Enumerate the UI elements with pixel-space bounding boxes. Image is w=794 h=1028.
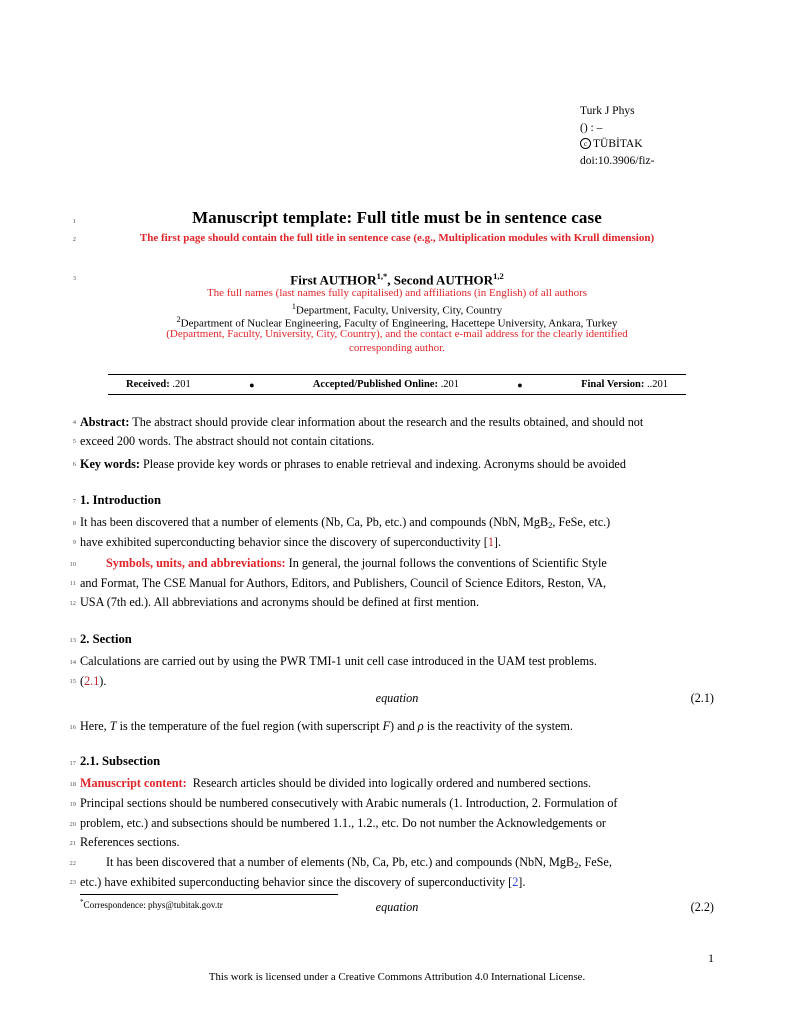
affiliation-1-text: Department, Faculty, University, City, Country [295,304,503,317]
author-name-first: First AUTHOR [290,272,377,288]
symbols-paragraph-line-2: and Format, The CSE Manual for Authors, Editors, and Publishers, Council of Science Editors, Reston, VA, [80,576,607,590]
manuscript-content-line-2: Principal sections should be numbered consecutively with Arabic numerals (1. Introduction, 2. Formulation of [80,796,618,810]
journal-name: Turk J Phys [580,105,635,117]
author-name-second: Second AUTHOR [393,272,494,288]
publication-dates-bar [108,374,686,395]
line-number: 19 [69,801,76,808]
author-affil-marker: 1,* [376,271,388,281]
dates-separator: ● [249,379,255,390]
equation-block-1 [80,691,714,706]
title-instruction-note: The first page should contain the full title in sentence case (e.g., Multiplication modules with Krull dimension) [139,232,655,244]
intro-paragraph-line-1 [80,515,714,530]
paragraph-indent [80,855,106,869]
footnote-rule [80,894,338,895]
repeat-text-c: etc.) have exhibited superconducting behavior since the discovery of superconductivity [ [80,875,513,889]
received-value: .201 [172,379,191,390]
citation-link-1[interactable]: 1 [487,535,494,549]
subscript-2: 2 [574,860,579,870]
intro-text-a: It has been discovered that a number of elements (Nb, Ca, Pb, etc.) and compounds (NbN, MgB [80,515,549,529]
line-number: 2 [72,236,76,243]
citation-link-2[interactable]: 2 [512,875,519,889]
line-number: 17 [69,760,76,767]
footnote-marker: * [80,898,84,906]
accepted-date [313,379,459,390]
line-number: 5 [72,438,76,445]
author-list: First $AUTHOR^{1,*}$, Second AUTHOR$^{1,2}$ [290,271,504,288]
repeat-paragraph-line-1 [80,855,714,870]
repeat-text-b: , FeSe, [578,855,612,869]
after-eq-a: Here, [80,719,110,733]
line-number: 23 [69,879,76,886]
author-instruction-note: The full names (last names fully capitalised) and affiliations (in English) of all authors [206,287,588,299]
page-number: 1 [708,951,714,965]
repeat-text-a: It has been discovered that a number of elements (Nb, Ca, Pb, etc.) and compounds (NbN, MgB [106,855,575,869]
repeat-paragraph-line-2 [80,875,714,890]
dates-rule-bottom [108,394,686,395]
equation-1-number: (2.1) [690,691,714,705]
intro-paragraph-line-2 [80,535,714,550]
accepted-label: Accepted/Published Online: [312,379,438,390]
page-title: Manuscript template: Full title must be in sentence case [192,208,602,227]
paragraph-indent [80,556,106,570]
footnote-text: Correspondence: phys@tubitak.gov.tr [83,900,223,911]
accepted-value: .201 [440,379,459,390]
intro-text-b: , FeSe, etc.) [552,515,611,529]
line-number: 8 [72,520,76,527]
final-value: ..201 [647,379,668,390]
section-heading-2: 2. Section [80,632,132,646]
line-number: 15 [69,678,76,685]
line-number: 16 [69,724,76,731]
copyright-icon: c [580,138,591,149]
equation-reference-link[interactable]: 2.1 [84,674,100,688]
subsection-heading-2-1: 2.1. Subsection [80,754,161,768]
line-number: 10 [69,561,76,568]
equation-2-body: equation [375,900,419,914]
line-number: 6 [72,461,76,468]
affiliation-2-text: Department of Nuclear Engineering, Faculty of Engineering, Hacettepe University, Ankara, Turkey [180,317,618,330]
line-number: 7 [72,498,76,505]
keywords-label: Key words: [80,457,140,471]
section2-line-1: Calculations are carried out by using the PWR TMI-1 unit cell case introduced in the UAM test problems. [80,654,597,668]
equation-2-number: (2.2) [690,900,714,914]
journal-volume-line: () : – [580,121,603,134]
affiliation-note-line-2: corresponding author. [349,341,445,354]
line-number: 20 [69,821,76,828]
section2-line-2 [80,674,714,689]
manuscript-content-line-4: References sections. [80,835,180,849]
manuscript-content-line-1 [80,776,714,791]
equation-1-body: equation [375,691,419,705]
paren-open: ( [80,674,85,688]
abstract-line-1 [80,415,714,430]
line-number: 4 [72,419,76,426]
manuscript-content-label: Manuscript content: [80,776,187,790]
journal-publisher-line [580,136,654,153]
line-number: 11 [69,580,76,587]
after-equation-1-text [80,719,714,734]
footnote-correspondence [80,898,223,910]
symbols-label: Symbols, units, and abbreviations: [106,556,286,570]
line-number: 13 [69,637,76,644]
symbols-paragraph-line-1 [80,556,714,571]
dates-row [108,375,686,394]
dates-separator: ● [517,379,523,390]
intro-text-c: have exhibited superconducting behavior since the discovery of superconductivity [ [80,535,488,549]
abstract-line-2: exceed 200 words. The abstract should not contain citations. [80,434,375,448]
line-number: 18 [69,781,76,788]
affiliation-note-line-1: (Department, Faculty, University, City, Country), and the contact e-mail address for the clearly identified [166,328,628,340]
after-eq-b: is the temperature of the fuel region (with superscript [116,719,383,733]
affiliation-instruction-note [110,328,684,355]
line-number: 9 [72,539,76,546]
keywords-line [80,457,714,472]
publisher-name: TÜBİTAK [593,138,643,151]
line-number: 21 [69,840,76,847]
symbols-text-1: In general, the journal follows the conventions of Scientific Style [288,556,607,570]
repeat-text-d: ]. [518,875,526,889]
abstract-label: Abstract: [80,415,130,429]
after-eq-c: ) and [390,719,418,733]
journal-masthead [580,103,654,169]
line-number: 12 [69,600,76,607]
line-number: 1 [72,218,76,225]
math-symbol-F: F [382,719,391,733]
line-number: 22 [69,860,76,867]
intro-text-d: ]. [493,535,502,549]
license-notice: This work is licensed under a Creative Commons Attribution 4.0 International License. [208,971,586,983]
line-number: 3 [72,275,76,282]
received-date [126,379,191,390]
affiliation-marker: 1 [291,302,296,311]
abstract-text: The abstract should provide clear information about the research and the results obtained, and should not [132,415,644,429]
received-label: Received: [126,379,170,390]
final-version-date [581,379,668,390]
manuscript-text-1: Research articles should be divided into logically ordered and numbered sections. [192,776,592,790]
journal-doi: doi:10.3906/fiz- [580,154,655,167]
keywords-text: Please provide key words or phrases to enable retrieval and indexing. Acronyms should be avoided [142,457,626,471]
final-label: Final Version: [581,379,645,390]
math-symbol-rho: ρ [417,719,424,733]
after-eq-d: is the reactivity of the system. [423,719,573,733]
math-symbol-T: T [109,719,117,733]
symbols-paragraph-line-3: USA (7th ed.). All abbreviations and acronyms should be defined at first mention. [80,595,480,609]
author-affil-marker: 1,2 [493,271,504,281]
paren-close: ). [99,674,107,688]
subscript-2: 2 [548,520,553,530]
affiliation-marker: 2 [176,315,181,324]
manuscript-content-line-3: problem, etc.) and subsections should be numbered 1.1., 1.2., etc. Do not number the Acknowledgements or [80,816,606,830]
section-heading-introduction: 1. Introduction [80,493,161,507]
line-number: 14 [69,659,76,666]
